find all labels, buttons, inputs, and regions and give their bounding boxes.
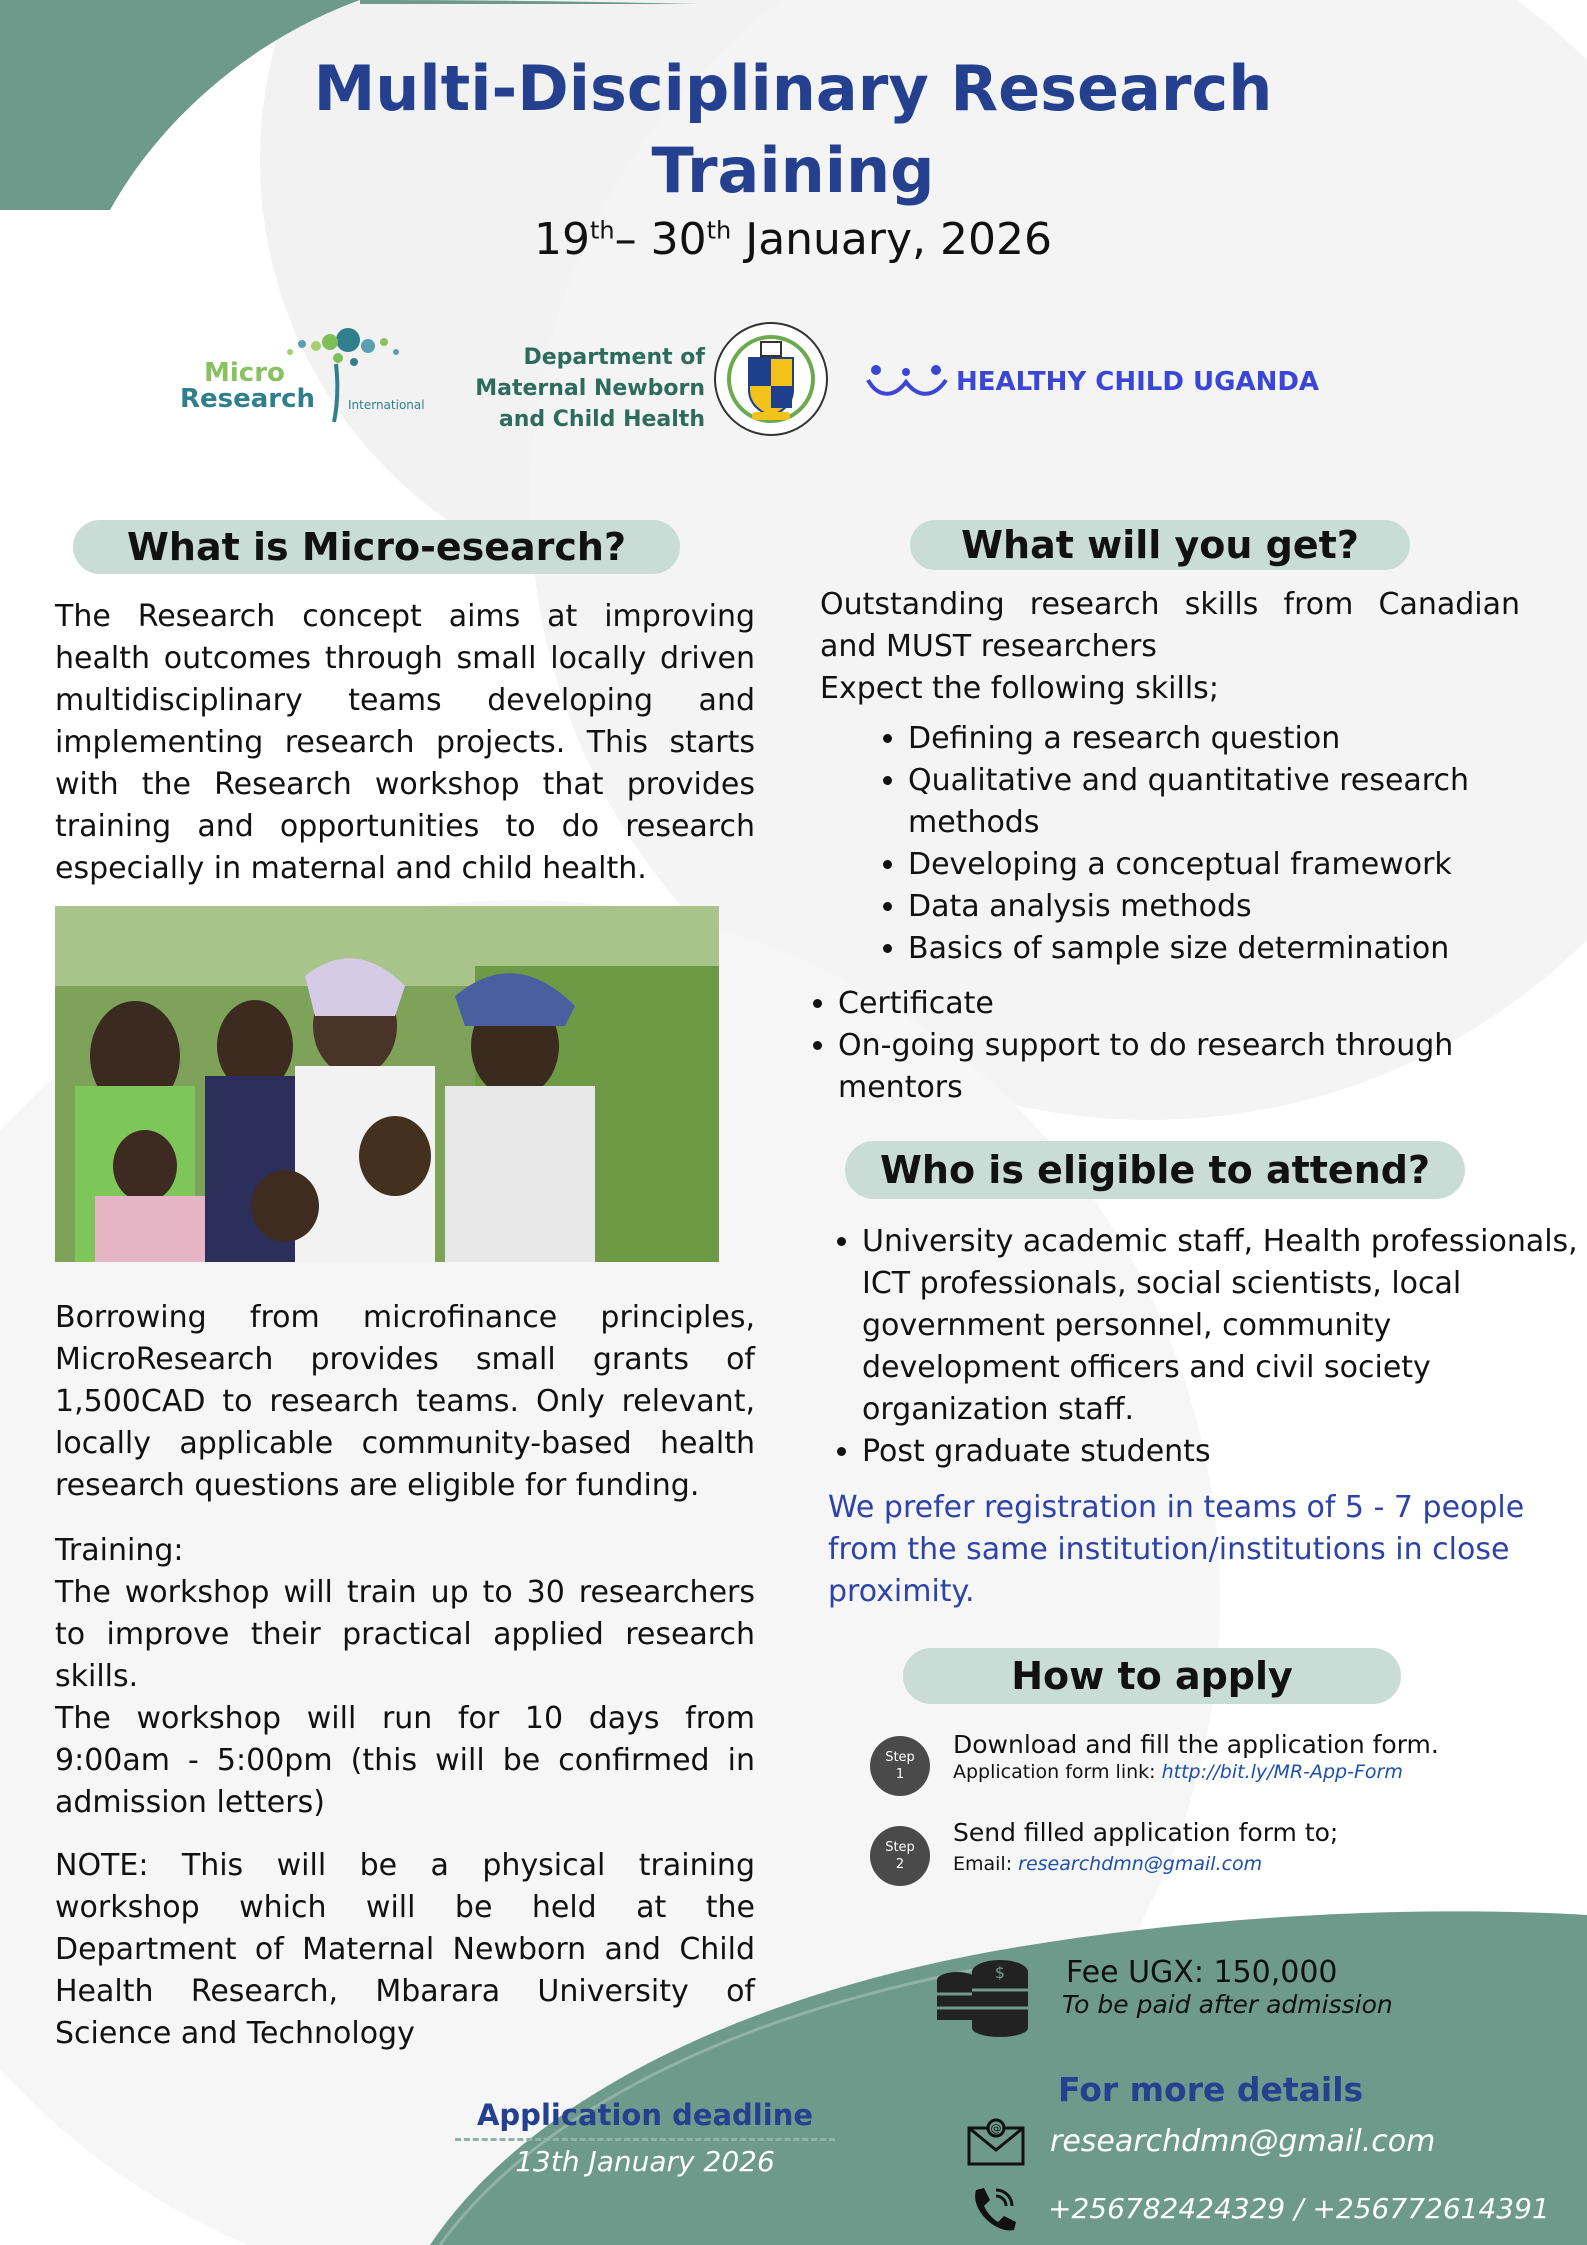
- training-label: Training:: [55, 1533, 184, 1568]
- extra-item: • On-going support to do research through mentors: [838, 1025, 1568, 1109]
- microresearch-logo: [178, 322, 438, 432]
- fee-amount: Fee UGX: 150,000: [1066, 1955, 1338, 1990]
- extras-list: [798, 983, 1568, 1109]
- note-text: NOTE: This will be a physical training workshop which will be held at the Department of Maternal Newborn and Child Health Research, Mbarara University of Science and Technology: [55, 1848, 755, 2051]
- skill-item: • Developing a conceptual framework: [908, 844, 1568, 886]
- svg-text:$: $: [994, 1963, 1006, 1982]
- page-title: [243, 48, 1343, 212]
- get-intro-text: Outstanding research skills from Canadian and MUST researchers: [820, 587, 1520, 664]
- step-2-badge: [870, 1826, 930, 1886]
- deadline-date: 13th January 2026: [515, 2145, 775, 2178]
- hcu-text: HEALTHY CHILD UGANDA: [956, 367, 1320, 397]
- contact-heading: For more details: [1058, 2070, 1364, 2109]
- contact-email[interactable]: researchdmn@gmail.com: [1050, 2124, 1436, 2159]
- department-logo-text: [470, 342, 705, 435]
- title-line-1: Multi-Disciplinary Research: [313, 52, 1273, 125]
- step-1-content: [953, 1730, 1553, 1783]
- step-1-number: 1: [895, 1767, 905, 1782]
- training-capacity-text: The workshop will train up to 30 researchers to improve their practical applied research skills.: [55, 1575, 755, 1694]
- application-deadline: [455, 2098, 835, 2178]
- microfinance-text: Borrowing from microfinance principles, MicroResearch provides small grants of 1,500CAD to research teams. Only relevant, locally applicable community-based health research questions are eligible for funding.: [55, 1300, 755, 1503]
- fee-block: [1062, 1955, 1506, 2019]
- contact-phones[interactable]: +256782424329 / +256772614391: [1048, 2192, 1550, 2225]
- microfinance-paragraph: [55, 1297, 755, 1507]
- skill-item: • Basics of sample size determination: [908, 928, 1568, 970]
- what-is-heading: What is Micro-esearch?: [73, 520, 680, 574]
- application-email-link[interactable]: researchdmn@gmail.com: [1018, 1853, 1263, 1875]
- step-1-title: Download and fill the application form.: [953, 1730, 1439, 1759]
- training-duration-text: The workshop will run for 10 days from 9:00am - 5:00pm (this will be confirmed in admission letters): [55, 1701, 755, 1820]
- eligibility-heading: Who is eligible to attend?: [845, 1141, 1465, 1199]
- step-2-content: [953, 1818, 1553, 1875]
- what-you-get-section: [820, 584, 1520, 710]
- team-preference-note: We prefer registration in teams of 5 - 7 people from the same institution/institutions in close proximity.: [828, 1490, 1525, 1609]
- fee-note: To be paid after admission: [1062, 1990, 1393, 2019]
- note-paragraph: [55, 1845, 755, 2055]
- extra-item: • Certificate: [838, 983, 1568, 1025]
- step-2-email-line: [953, 1853, 1553, 1875]
- mothers-children-photo: [55, 906, 719, 1262]
- step-2-title: Send filled application form to;: [953, 1818, 1339, 1847]
- step-1-badge: [870, 1736, 930, 1796]
- deadline-divider: [455, 2138, 835, 2141]
- logo-micro-text: Micro: [204, 358, 285, 388]
- date-start-sup: th: [590, 216, 615, 245]
- step-1-word: Step: [885, 1750, 915, 1765]
- title-block: [243, 48, 1343, 265]
- step-2-email-label: Email:: [953, 1853, 1019, 1875]
- logo-international-text: International: [348, 398, 425, 412]
- envelope-icon: [966, 2118, 1026, 2168]
- step-2-word: Step: [885, 1840, 915, 1855]
- skill-item: • Data analysis methods: [908, 886, 1568, 928]
- step-1-link-line: [953, 1761, 1553, 1783]
- intro-text: The Research concept aims at improving health outcomes through small locally driven multidisciplinary teams developing and implementing research projects. This starts with the Research workshop that provides training and opportunities to do research especially in maternal and child health.: [55, 599, 755, 886]
- dept-line-1: Department of: [523, 345, 705, 370]
- date-start: 19: [534, 214, 590, 265]
- what-you-get-heading: What will you get?: [910, 520, 1410, 570]
- phone-icon: [966, 2184, 1018, 2236]
- date-separator: – 30: [614, 214, 707, 265]
- skill-item: • Qualitative and quantitative research methods: [908, 760, 1568, 844]
- dept-line-3: and Child Health: [498, 407, 705, 432]
- skill-item: • Defining a research question: [908, 718, 1568, 760]
- get-expect-text: Expect the following skills;: [820, 671, 1219, 706]
- how-to-apply-heading: How to apply: [903, 1648, 1401, 1704]
- step-1-link-label: Application form link:: [953, 1761, 1162, 1783]
- dept-line-2: Maternal Newborn: [475, 376, 705, 401]
- logo-research-text: Research: [180, 384, 316, 414]
- step-2-number: 2: [895, 1857, 905, 1872]
- intro-paragraph: [55, 596, 755, 890]
- date-rest: January, 2026: [731, 214, 1052, 265]
- title-line-2: Training: [651, 134, 935, 207]
- eligible-item: • Post graduate students: [862, 1431, 1582, 1473]
- eligible-item: • University academic staff, Health professionals, ICT professionals, social scientists, local government personnel, community development officers and civil society organization staff.: [862, 1221, 1582, 1431]
- training-dates: [243, 214, 1343, 265]
- svg-text:@: @: [990, 2122, 1002, 2135]
- hcu-figures-icon: [866, 362, 950, 402]
- coins-icon: [935, 1958, 1040, 2038]
- healthy-child-uganda-logo: [866, 362, 1319, 402]
- university-crest-icon: [712, 320, 830, 438]
- application-form-link[interactable]: http://bit.ly/MR-App-Form: [1161, 1761, 1403, 1783]
- eligibility-list: [822, 1221, 1582, 1473]
- training-section: [55, 1530, 755, 1824]
- deadline-label: Application deadline: [476, 2098, 814, 2132]
- date-end-sup: th: [706, 216, 732, 245]
- skills-list: [868, 718, 1568, 970]
